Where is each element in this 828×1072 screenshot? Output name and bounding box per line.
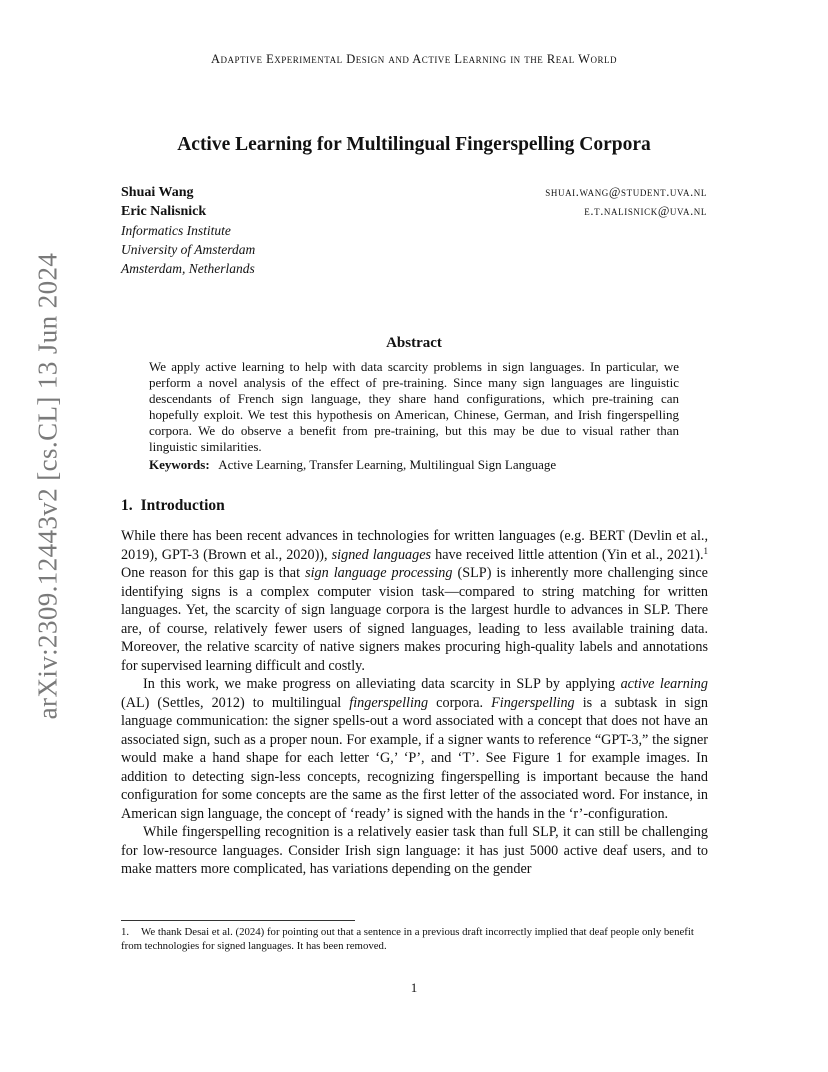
abstract-text: We apply active learning to help with data scarcity problems in sign languages. In particular, we perform a novel analysis of the effect of pre-training. Since many sign languages are linguistic descendants of French sign language, they share hand configurations, which pre-training can hopefully exploit. We test this hypothesis on American, Chinese, German, and Irish fingerspelling corpora. We do observe a benefit from pre-training, but this may be due to visual rather than linguistic similarities.	[149, 359, 679, 454]
text-run: is a subtask in sign language communication: the signer spells-out a word associated with a concept that does not have an associated sign, such as a proper noun. For example, if a signer wants to reference “GPT-3,” the signer would make a hand shape for each letter ‘G,’ ‘P’, and ‘T’. See Figure 1 for example images. In addition to detecting sign-less concepts, recognizing fingerspelling is important because the hand configuration for some concepts are the same as the first letter of the associated word. For instance, in American sign language, the concept of ‘ready’ is signed with the hands in the ‘r’-configuration.	[121, 694, 708, 822]
text-run: While there has been recent advances in technologies for written languages (e.g. BERT (Devlin et al., 2019), GPT-3 (Brown et al., 2020)),	[121, 528, 708, 563]
running-head: Adaptive Experimental Design and Active Learning in the Real World	[211, 52, 617, 66]
text-run: corpora.	[428, 694, 492, 711]
author-block	[121, 183, 707, 278]
keywords-list: Active Learning, Transfer Learning, Multilingual Sign Language	[218, 457, 557, 472]
emphasis-run: fingerspelling	[349, 694, 429, 711]
body-text	[121, 527, 708, 879]
footnote	[121, 925, 708, 953]
author-email[interactable]: shuai.wang@student.uva.nl	[545, 185, 707, 199]
text-run: In this work, we make progress on alleviating data scarcity in SLP by applying	[143, 676, 621, 692]
section-number: 1.	[121, 497, 133, 514]
paragraph	[121, 675, 708, 823]
author-row	[121, 202, 707, 221]
emphasis-run: Fingerspelling	[491, 694, 575, 711]
text-run: (SLP) is inherently more challenging since identifying signs is a complex computer vision task—compared to string matching for written languages. Yet, the scarcity of sign language corpora is the largest hurdle to advances in SLP. There are, of course, relatively fewer users of signed languages, leading to less available training data. Moreover, the relative scarcity of native signers makes procuring high-quality labels and annotations for supervised learning difficult and costly.	[121, 565, 708, 674]
author-name: Eric Nalisnick	[121, 204, 207, 219]
page-number: 1	[410, 980, 418, 995]
affiliation-line: University of Amsterdam	[121, 242, 256, 257]
author-row	[121, 183, 707, 202]
text-run: One reason for this gap is that	[121, 565, 306, 581]
author-name: Shuai Wang	[121, 185, 194, 200]
footnote-divider	[121, 920, 355, 921]
footnote-marker[interactable]: 1	[703, 545, 708, 556]
emphasis-run: sign language processing	[305, 565, 453, 581]
text-run: have received little attention (Yin et al., 2021).	[431, 546, 704, 563]
section-heading	[121, 497, 225, 515]
footnote-text: We thank Desai et al. (2024) for pointing out that a sentence in a previous draft incorrectly implied that deaf people only benefit from technologies for signed languages. It has been removed.	[121, 926, 694, 952]
affiliation-line: Amsterdam, Netherlands	[121, 261, 255, 276]
keywords-label: Keywords:	[149, 457, 210, 472]
emphasis-run: active learning	[620, 676, 708, 692]
arxiv-identifier: arXiv:2309.12443v2 [cs.CL] 13 Jun 2024	[32, 252, 63, 720]
author-email[interactable]: e.t.nalisnick@uva.nl	[584, 204, 707, 218]
text-run: (AL) (Settles, 2012) to multilingual	[121, 694, 350, 711]
footnote-number: 1.	[121, 926, 130, 938]
abstract-heading: Abstract	[386, 335, 442, 351]
section-title: Introduction	[140, 497, 225, 514]
paper-title: Active Learning for Multilingual Fingerspelling Corpora	[177, 134, 651, 155]
keywords-line	[149, 457, 679, 473]
paragraph	[121, 527, 708, 675]
paragraph: While fingerspelling recognition is a relatively easier task than full SLP, it can still be challenging for low-resource languages. Consider Irish sign language: it has just 5000 active deaf users, and to make matters more complicated, has variations depending on the gender	[121, 824, 708, 877]
emphasis-run: signed languages	[331, 546, 432, 563]
affiliation-line: Informatics Institute	[121, 223, 231, 238]
